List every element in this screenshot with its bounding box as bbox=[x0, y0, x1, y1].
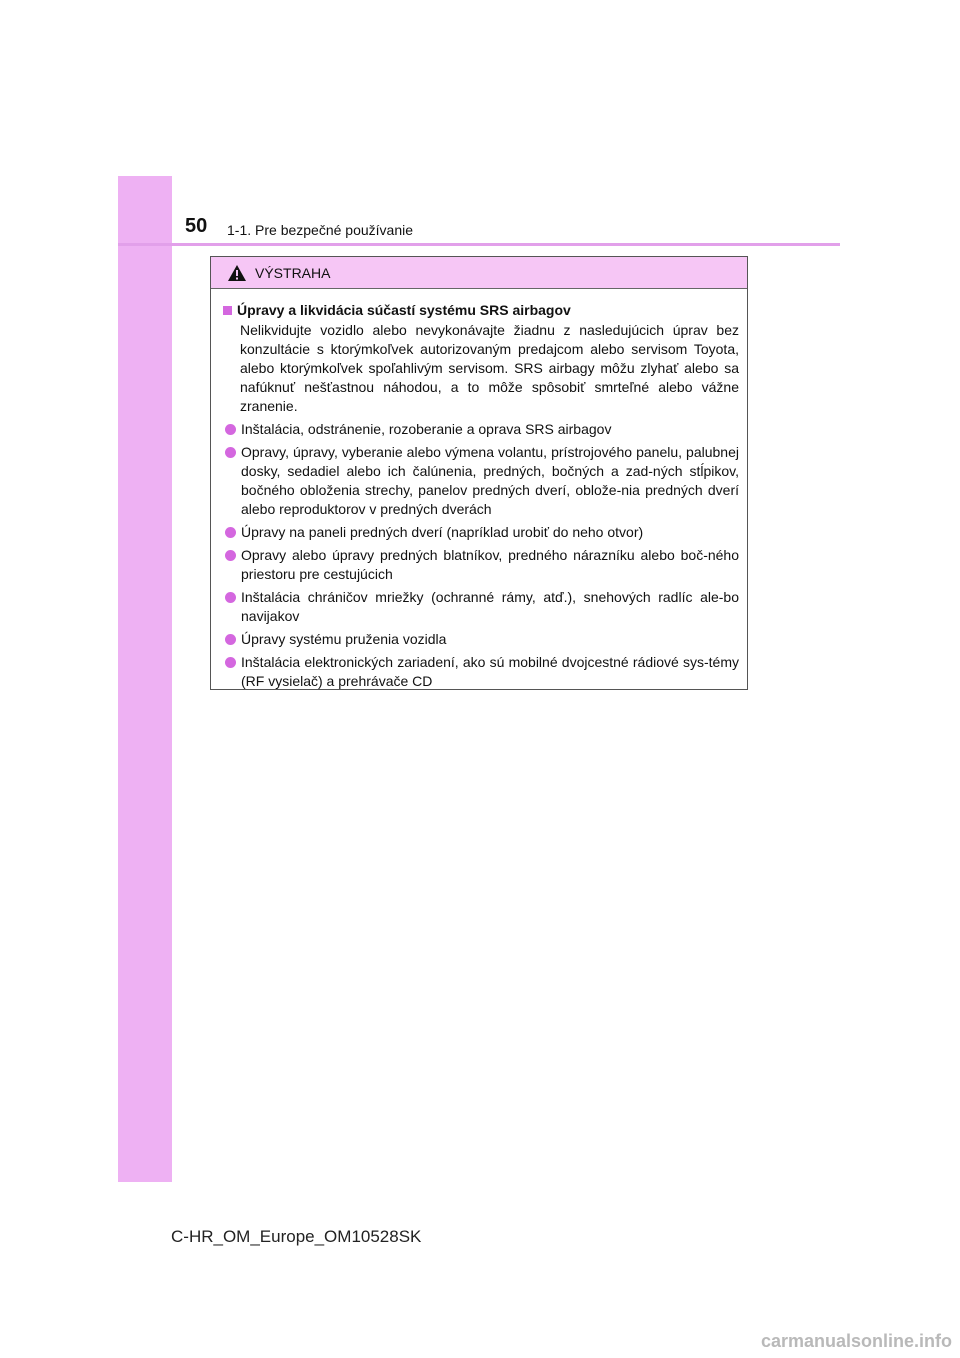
list-item bbox=[223, 653, 739, 691]
list-item bbox=[223, 546, 739, 584]
list-item bbox=[223, 523, 739, 542]
bullet-dot-icon bbox=[225, 424, 236, 435]
header-rule bbox=[118, 243, 840, 246]
list-item bbox=[223, 420, 739, 439]
bullet-dot-icon bbox=[225, 634, 236, 645]
warning-intro: Nelikvidujte vozidlo alebo nevykonávajte žiadnu z nasledujúcich úprav bez konzultácie s ktorýmkoľvek autorizovaným predajcom alebo servisom Toyota, alebo ktorýmkoľvek spoľahlivým servisom. SRS airbagy môžu zlyhať alebo sa nafúknuť nešťastnou náhodou, a to môže spôsobiť smrteľné alebo vážne zranenie. bbox=[240, 322, 739, 414]
document-id: C-HR_OM_Europe_OM10528SK bbox=[171, 1227, 422, 1246]
warning-body bbox=[211, 289, 747, 691]
list-item bbox=[223, 630, 739, 649]
warning-subheading-text: Úpravy a likvidácia súčastí systému SRS airbagov bbox=[237, 302, 571, 318]
page-number: 50 bbox=[185, 215, 208, 237]
list-item-text: Úpravy na paneli predných dverí (napríklad urobiť do neho otvor) bbox=[241, 524, 644, 540]
square-bullet-icon bbox=[223, 306, 232, 315]
bullet-dot-icon bbox=[225, 550, 236, 561]
list-item-text: Opravy alebo úpravy predných blatníkov, predného nárazníku alebo boč-ného priestoru pre cestujúcich bbox=[241, 547, 739, 582]
bullet-dot-icon bbox=[225, 527, 236, 538]
bullet-dot-icon bbox=[225, 657, 236, 668]
side-color-band bbox=[118, 176, 172, 1182]
section-title: 1-1. Pre bezpečné používanie bbox=[227, 222, 414, 238]
list-item-text: Inštalácia chráničov mriežky (ochranné rámy, atď.), snehových radlíc ale-bo navijakov bbox=[241, 589, 739, 624]
bullet-dot-icon bbox=[225, 447, 236, 458]
list-item-text: Inštalácia, odstránenie, rozoberanie a oprava SRS airbagov bbox=[241, 421, 612, 437]
list-item bbox=[223, 588, 739, 626]
warning-bullet-list bbox=[223, 420, 739, 691]
list-item-text: Opravy, úpravy, vyberanie alebo výmena volantu, prístrojového panelu, palubnej dosky, sedadiel alebo ich čalúnenia, predných, bočných a zad-ných stĺpikov, bočného obloženia strechy, panelov predných dverí, oblože-nia predných dverí alebo reproduktorov v predných dverách bbox=[241, 444, 739, 517]
warning-header bbox=[211, 257, 747, 289]
warning-box bbox=[210, 256, 748, 690]
bullet-dot-icon bbox=[225, 592, 236, 603]
list-item-text: Inštalácia elektronických zariadení, ako sú mobilné dvojcestné rádiové sys-témy (RF vysielač) a prehrávače CD bbox=[241, 654, 739, 689]
warning-title: VÝSTRAHA bbox=[255, 264, 331, 281]
list-item-text: Úpravy systému pruženia vozidla bbox=[241, 631, 447, 647]
list-item bbox=[223, 443, 739, 519]
watermark: carmanualsonline.info bbox=[760, 1331, 952, 1351]
warning-subheading bbox=[223, 301, 739, 319]
warning-triangle-icon bbox=[227, 264, 247, 282]
